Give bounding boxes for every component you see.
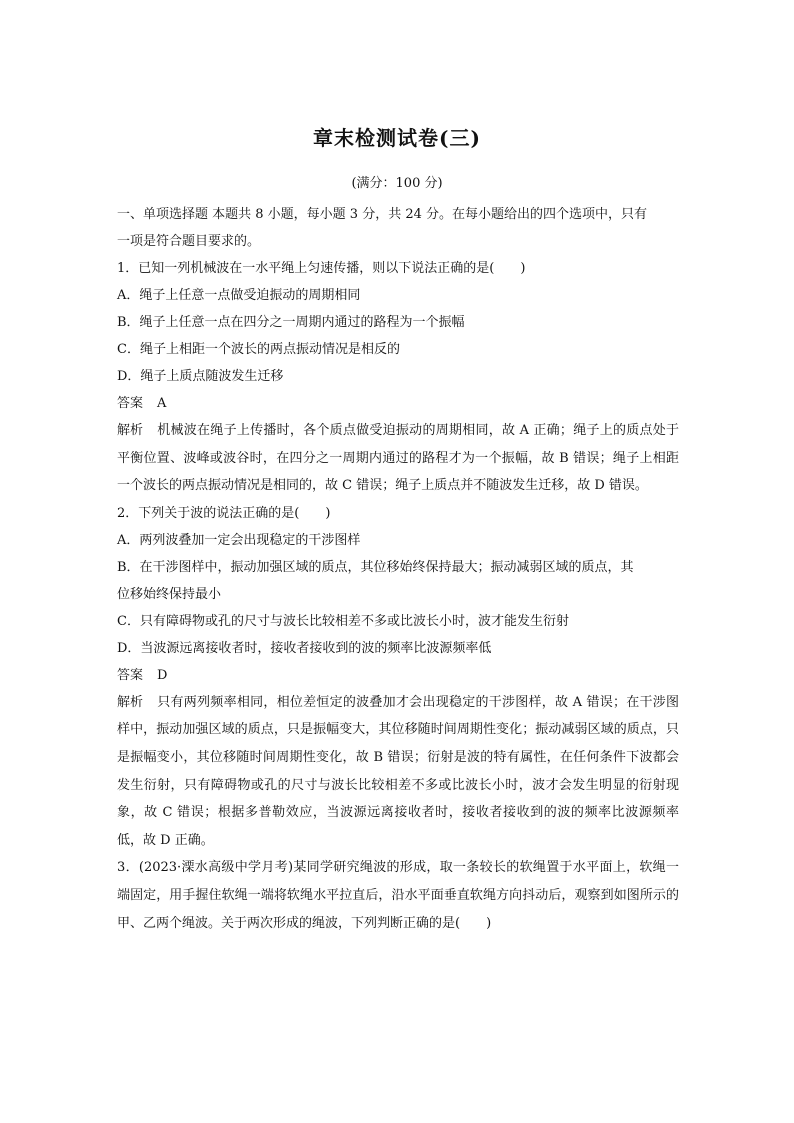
analysis-text: 机械波在绳子上传播时，各个质点做受迫振动的周期相同，故 A 正确；绳子上的质点处于平衡位置、波峰或波谷时，在四分之一周期内通过的路程才为一个振幅，故 B 错误；绳子上相距一个波长的两点振动情况是相同的，故 C 错误；绳子上质点并不随波发生迁移，故 D 错误。 xyxy=(117,423,679,494)
question-stem: 2．下列关于波的说法正确的是( ) xyxy=(117,505,331,521)
answer-value: A xyxy=(157,396,167,411)
option-b: B．绳子上任意一点在四分之一周期内通过的路程为一个振幅 xyxy=(117,315,465,330)
option-b: B．在干涉图样中，振动加强区域的质点，其位移始终保持最大；振动减弱区域的质点，其 xyxy=(117,559,634,575)
analysis-paragraph xyxy=(117,689,679,855)
page-title: 章末检测试卷(三) xyxy=(313,126,481,150)
question-1 xyxy=(117,255,679,500)
section-heading-line: 一项是符合题目要求的。 xyxy=(117,234,261,249)
exam-body xyxy=(117,201,679,937)
answer-label: 答案 xyxy=(117,396,144,411)
analysis-text: 只有两列频率相同，相位差恒定的波叠加才会出现稳定的干涉图样，故 A 错误；在干涉图样中，振动加强区域的质点，只是振幅变大，其位移随时间周期性变化；振动减弱区域的质点，只是振幅变小，其位移随时间周期性变化，故 B 错误；衍射是波的特有属性，在任何条件下波都会发生衍射，只有障碍物或孔的尺寸与波长比较相差不多或比波长小时，波才会发生明显的衍射现象，故 C 错误；根据多普勒效应，当波源远离接收者时，接收者接收到的波的频率比波源频率低，故 D 正确。 xyxy=(117,694,679,848)
answer-value: D xyxy=(157,667,168,683)
answer-line xyxy=(117,390,679,417)
answer-label: 答案 xyxy=(117,667,144,683)
option-a: A．两列波叠加一定会出现稳定的干涉图样 xyxy=(117,532,361,548)
score-note: (满分：100 分) xyxy=(351,176,443,191)
option-a: A．绳子上任意一点做受迫振动的周期相同 xyxy=(117,288,361,303)
question-stem: 1．已知一列机械波在一水平绳上匀速传播，则以下说法正确的是( ) xyxy=(117,261,526,276)
section-heading-line: 一、单项选择题 本题共 8 小题，每小题 3 分，共 24 分。在每小题给出的四个选项中，只有 xyxy=(117,207,648,222)
option-c: C．绳子上相距一个波长的两点振动情况是相反的 xyxy=(117,342,400,357)
analysis-label: 解析 xyxy=(117,694,144,710)
answer-line xyxy=(117,662,679,689)
question-2 xyxy=(117,500,679,855)
option-b-continued: 位移始终保持最小 xyxy=(117,586,222,602)
analysis-paragraph xyxy=(117,417,679,500)
question-3 xyxy=(117,854,679,937)
option-c: C．只有障碍物或孔的尺寸与波长比较相差不多或比波长小时，波才能发生衍射 xyxy=(117,613,569,629)
analysis-label: 解析 xyxy=(117,423,144,438)
question-stem: 3．(2023·溧水高级中学月考)某同学研究绳波的形成，取一条较长的软绳置于水平面上，软绳一端固定，用手握住软绳一端将软绳水平拉直后，沿水平面垂直软绳方向抖动后，观察到如图所示的甲、乙两个绳波。关于两次形成的绳波，下列判断正确的是( ) xyxy=(117,860,679,931)
option-d: D．当波源远离接收者时，接收者接收到的波的频率比波源频率低 xyxy=(117,640,492,656)
option-d: D．绳子上质点随波发生迁移 xyxy=(117,369,284,384)
